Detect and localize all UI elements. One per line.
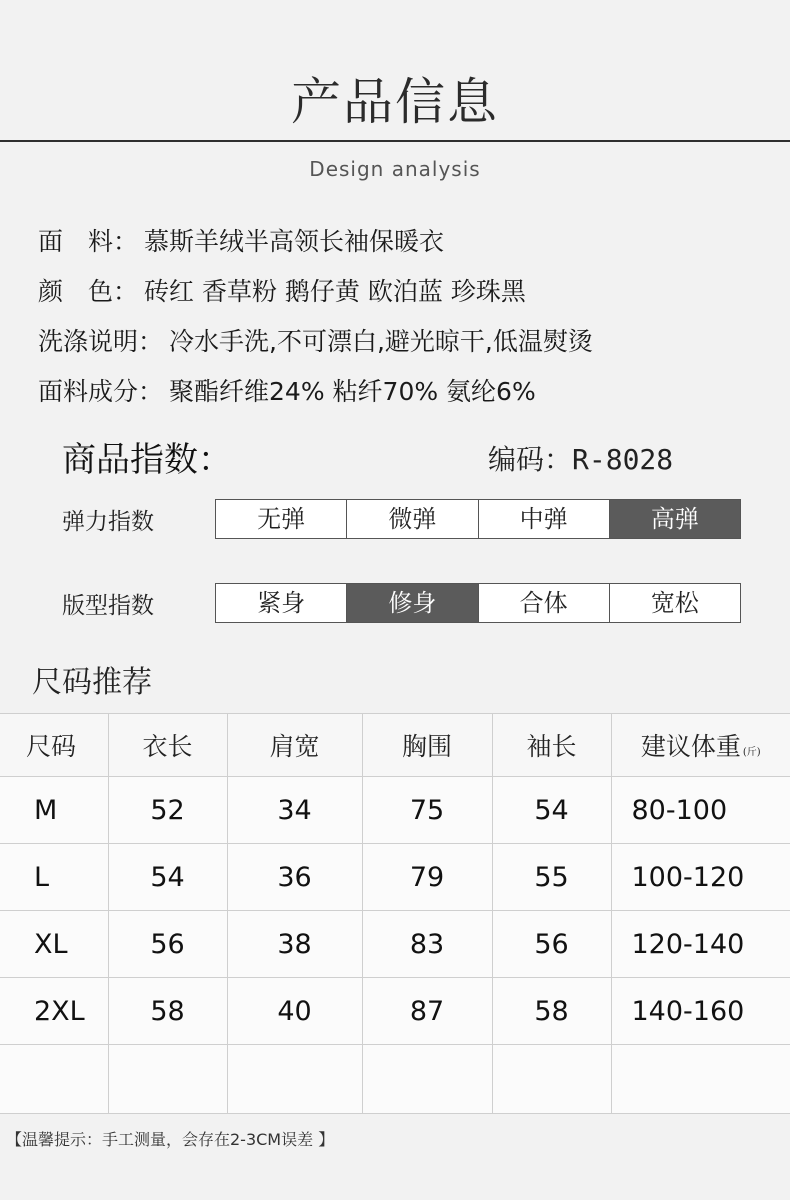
fit-option: 紧身 (216, 584, 346, 622)
table-cell: 54 (492, 777, 611, 844)
elasticity-option: 微弹 (346, 500, 477, 538)
info-label: 洗涤说明 (38, 327, 139, 356)
info-colon: ： (113, 277, 139, 306)
elasticity-option: 无弹 (216, 500, 346, 538)
table-cell: 56 (492, 911, 611, 978)
table-cell: 52 (108, 777, 227, 844)
table-cell: L (0, 844, 108, 911)
table-cell (108, 1045, 227, 1114)
info-row-composition (38, 374, 593, 424)
table-cell: 55 (492, 844, 611, 911)
table-cell: 83 (362, 911, 492, 978)
table-cell: 36 (227, 844, 362, 911)
info-colon: ： (138, 327, 164, 356)
table-cell: 120-140 (611, 911, 790, 978)
measurement-tip: 【温馨提示：手工测量，会存在2-3CM误差 】 (6, 1130, 335, 1149)
table-header-row (0, 714, 790, 777)
info-row-fabric (38, 224, 593, 274)
info-row-color (38, 274, 593, 324)
info-value: 砖红 香草粉 鹅仔黄 欧泊蓝 珍珠黑 (144, 277, 526, 306)
header-chest: 胸围 (362, 714, 492, 777)
header-sleeve: 袖长 (492, 714, 611, 777)
table-cell: M (0, 777, 108, 844)
header-shoulder: 肩宽 (227, 714, 362, 777)
table-cell: 80-100 (611, 777, 790, 844)
index-title: 商品指数： (62, 440, 232, 480)
table-cell (0, 1045, 108, 1114)
info-value: 冷水手洗,不可漂白,避光晾干,低温熨烫 (169, 327, 593, 356)
header-size: 尺码 (0, 714, 108, 777)
info-label: 颜 色 (38, 277, 114, 306)
header-weight (611, 714, 790, 777)
table-cell: 34 (227, 777, 362, 844)
table-row (0, 911, 790, 978)
info-row-washing (38, 324, 593, 374)
fit-option: 宽松 (609, 584, 740, 622)
table-cell (227, 1045, 362, 1114)
size-table (0, 713, 790, 1114)
table-cell: 56 (108, 911, 227, 978)
table-row (0, 844, 790, 911)
header-weight-label: 建议体重 (640, 732, 741, 761)
table-cell (362, 1045, 492, 1114)
header-length: 衣长 (108, 714, 227, 777)
info-colon: ： (113, 227, 139, 256)
table-cell: 58 (108, 978, 227, 1045)
fit-option: 修身 (346, 584, 477, 622)
table-cell: 100-120 (611, 844, 790, 911)
page-subtitle: Design analysis (309, 157, 481, 181)
page-title: 产品信息 (291, 73, 499, 131)
product-info (38, 224, 593, 424)
info-value: 聚酯纤维24% 粘纤70% 氨纶6% (169, 377, 536, 406)
elasticity-scale (215, 499, 741, 539)
table-cell: 58 (492, 978, 611, 1045)
product-code: 编码：R-8028 (488, 443, 674, 476)
table-cell: 40 (227, 978, 362, 1045)
table-cell: 79 (362, 844, 492, 911)
table-cell: 2XL (0, 978, 108, 1045)
size-section-title: 尺码推荐 (32, 665, 152, 700)
table-cell: 38 (227, 911, 362, 978)
elasticity-option: 中弹 (478, 500, 609, 538)
table-cell (611, 1045, 790, 1114)
table-row (0, 777, 790, 844)
table-row (0, 978, 790, 1045)
weight-unit: (斤) (742, 747, 761, 758)
fit-label: 版型指数 (62, 593, 154, 619)
info-label: 面 料 (38, 227, 114, 256)
table-cell: 87 (362, 978, 492, 1045)
info-value: 慕斯羊绒半高领长袖保暖衣 (144, 227, 445, 256)
title-divider (0, 140, 790, 142)
fit-option: 合体 (478, 584, 609, 622)
elasticity-option: 高弹 (609, 500, 740, 538)
info-label: 面料成分 (38, 377, 139, 406)
info-colon: ： (138, 377, 164, 406)
fit-scale (215, 583, 741, 623)
table-cell (492, 1045, 611, 1114)
table-cell: 54 (108, 844, 227, 911)
table-cell: 75 (362, 777, 492, 844)
table-cell: XL (0, 911, 108, 978)
elasticity-label: 弹力指数 (62, 509, 154, 535)
table-cell: 140-160 (611, 978, 790, 1045)
table-row-empty (0, 1045, 790, 1114)
